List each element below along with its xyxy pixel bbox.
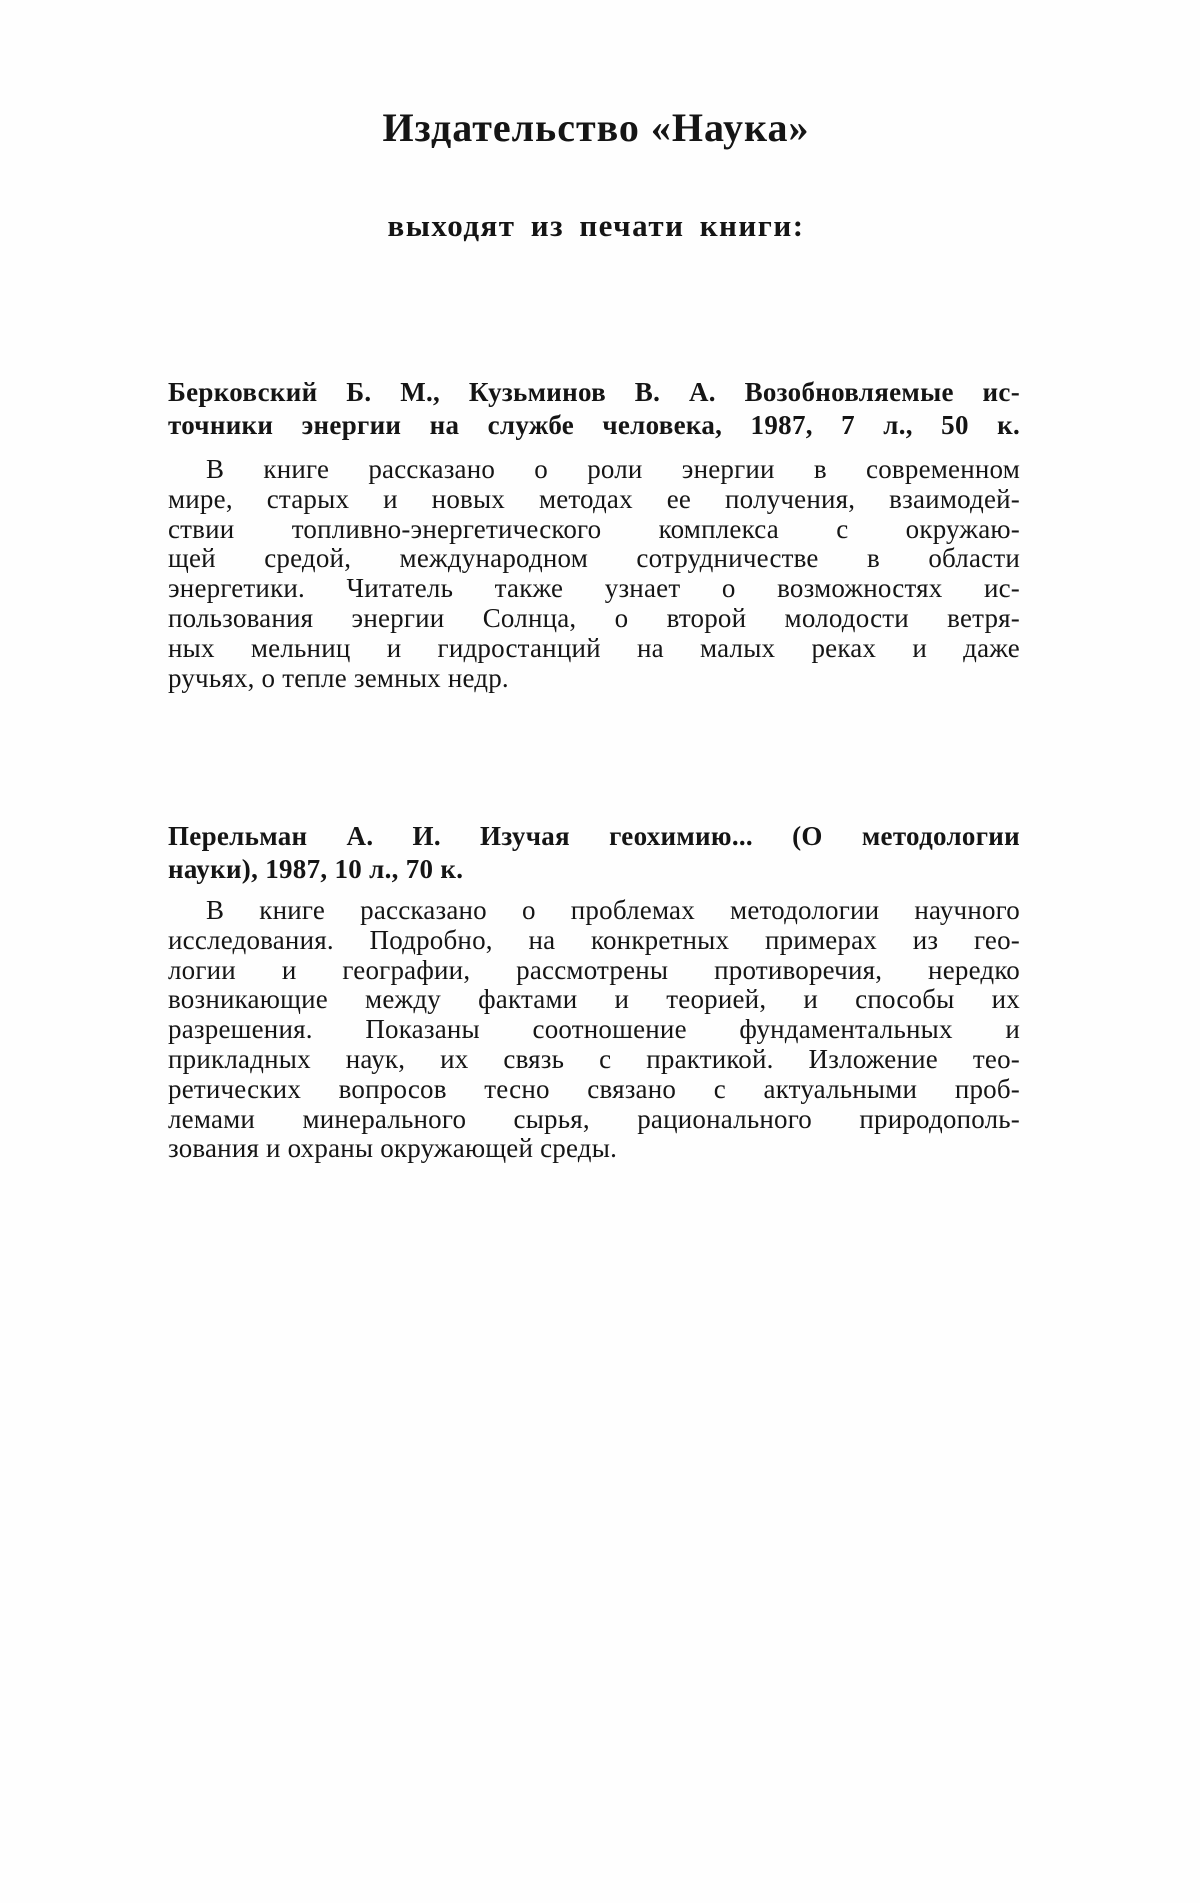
forthcoming-books-subtitle: выходят из печати книги: — [387, 208, 805, 243]
body-line: энергетики. Читатель также узнает о возможностях ис- — [168, 573, 1020, 604]
book2-heading — [168, 820, 1020, 886]
body-line: ручьях, о тепле земных недр. — [168, 662, 509, 693]
body-line: лемами минерального сырья, рационального природополь- — [168, 1103, 1020, 1134]
book1-heading-line: Берковский Б. М., Кузьминов В. А. Возобновляемые ис- — [168, 377, 1020, 407]
book2-annotation — [168, 896, 1020, 1164]
book2-heading-line: Перельман А. И. Изучая геохимию... (О методологии — [168, 821, 1020, 851]
body-line: щей средой, международном сотрудничестве в области — [168, 543, 1020, 574]
book1-annotation — [168, 455, 1020, 693]
body-line: ретических вопросов тесно связано с актуальными проб- — [168, 1073, 1020, 1104]
body-line: пользования энергии Солнца, о второй молодости ветря- — [168, 602, 1020, 633]
body-line: зования и охраны окружающей среды. — [168, 1133, 618, 1164]
book1-heading — [168, 376, 1020, 442]
book2-heading-line: науки), 1987, 10 л., 70 к. — [168, 854, 464, 884]
publisher-title: Издательство «Наука» — [382, 105, 810, 150]
body-line: В книге рассказано о проблемах методологии научного — [206, 895, 1020, 925]
body-line: исследования. Подробно, на конкретных примерах из гео- — [168, 924, 1020, 955]
body-line: логии и географии, рассмотрены противоречия, нередко — [168, 954, 1020, 985]
body-line: ствии топливно-энергетического комплекса с окружаю- — [168, 513, 1020, 544]
body-line: В книге рассказано о роли энергии в современном — [206, 454, 1020, 484]
body-line: прикладных наук, их связь с практикой. Изложение тео- — [168, 1043, 1020, 1074]
body-line: ных мельниц и гидростанций на малых реках и даже — [168, 632, 1020, 663]
body-line: возникающие между фактами и теорией, и способы их — [168, 984, 1020, 1015]
book1-heading-line: точники энергии на службе человека, 1987, 7 л., 50 к. — [168, 410, 1020, 440]
body-line: мире, старых и новых методах ее получения, взаимодей- — [168, 483, 1020, 514]
body-line: разрешения. Показаны соотношение фундаментальных и — [168, 1014, 1020, 1045]
